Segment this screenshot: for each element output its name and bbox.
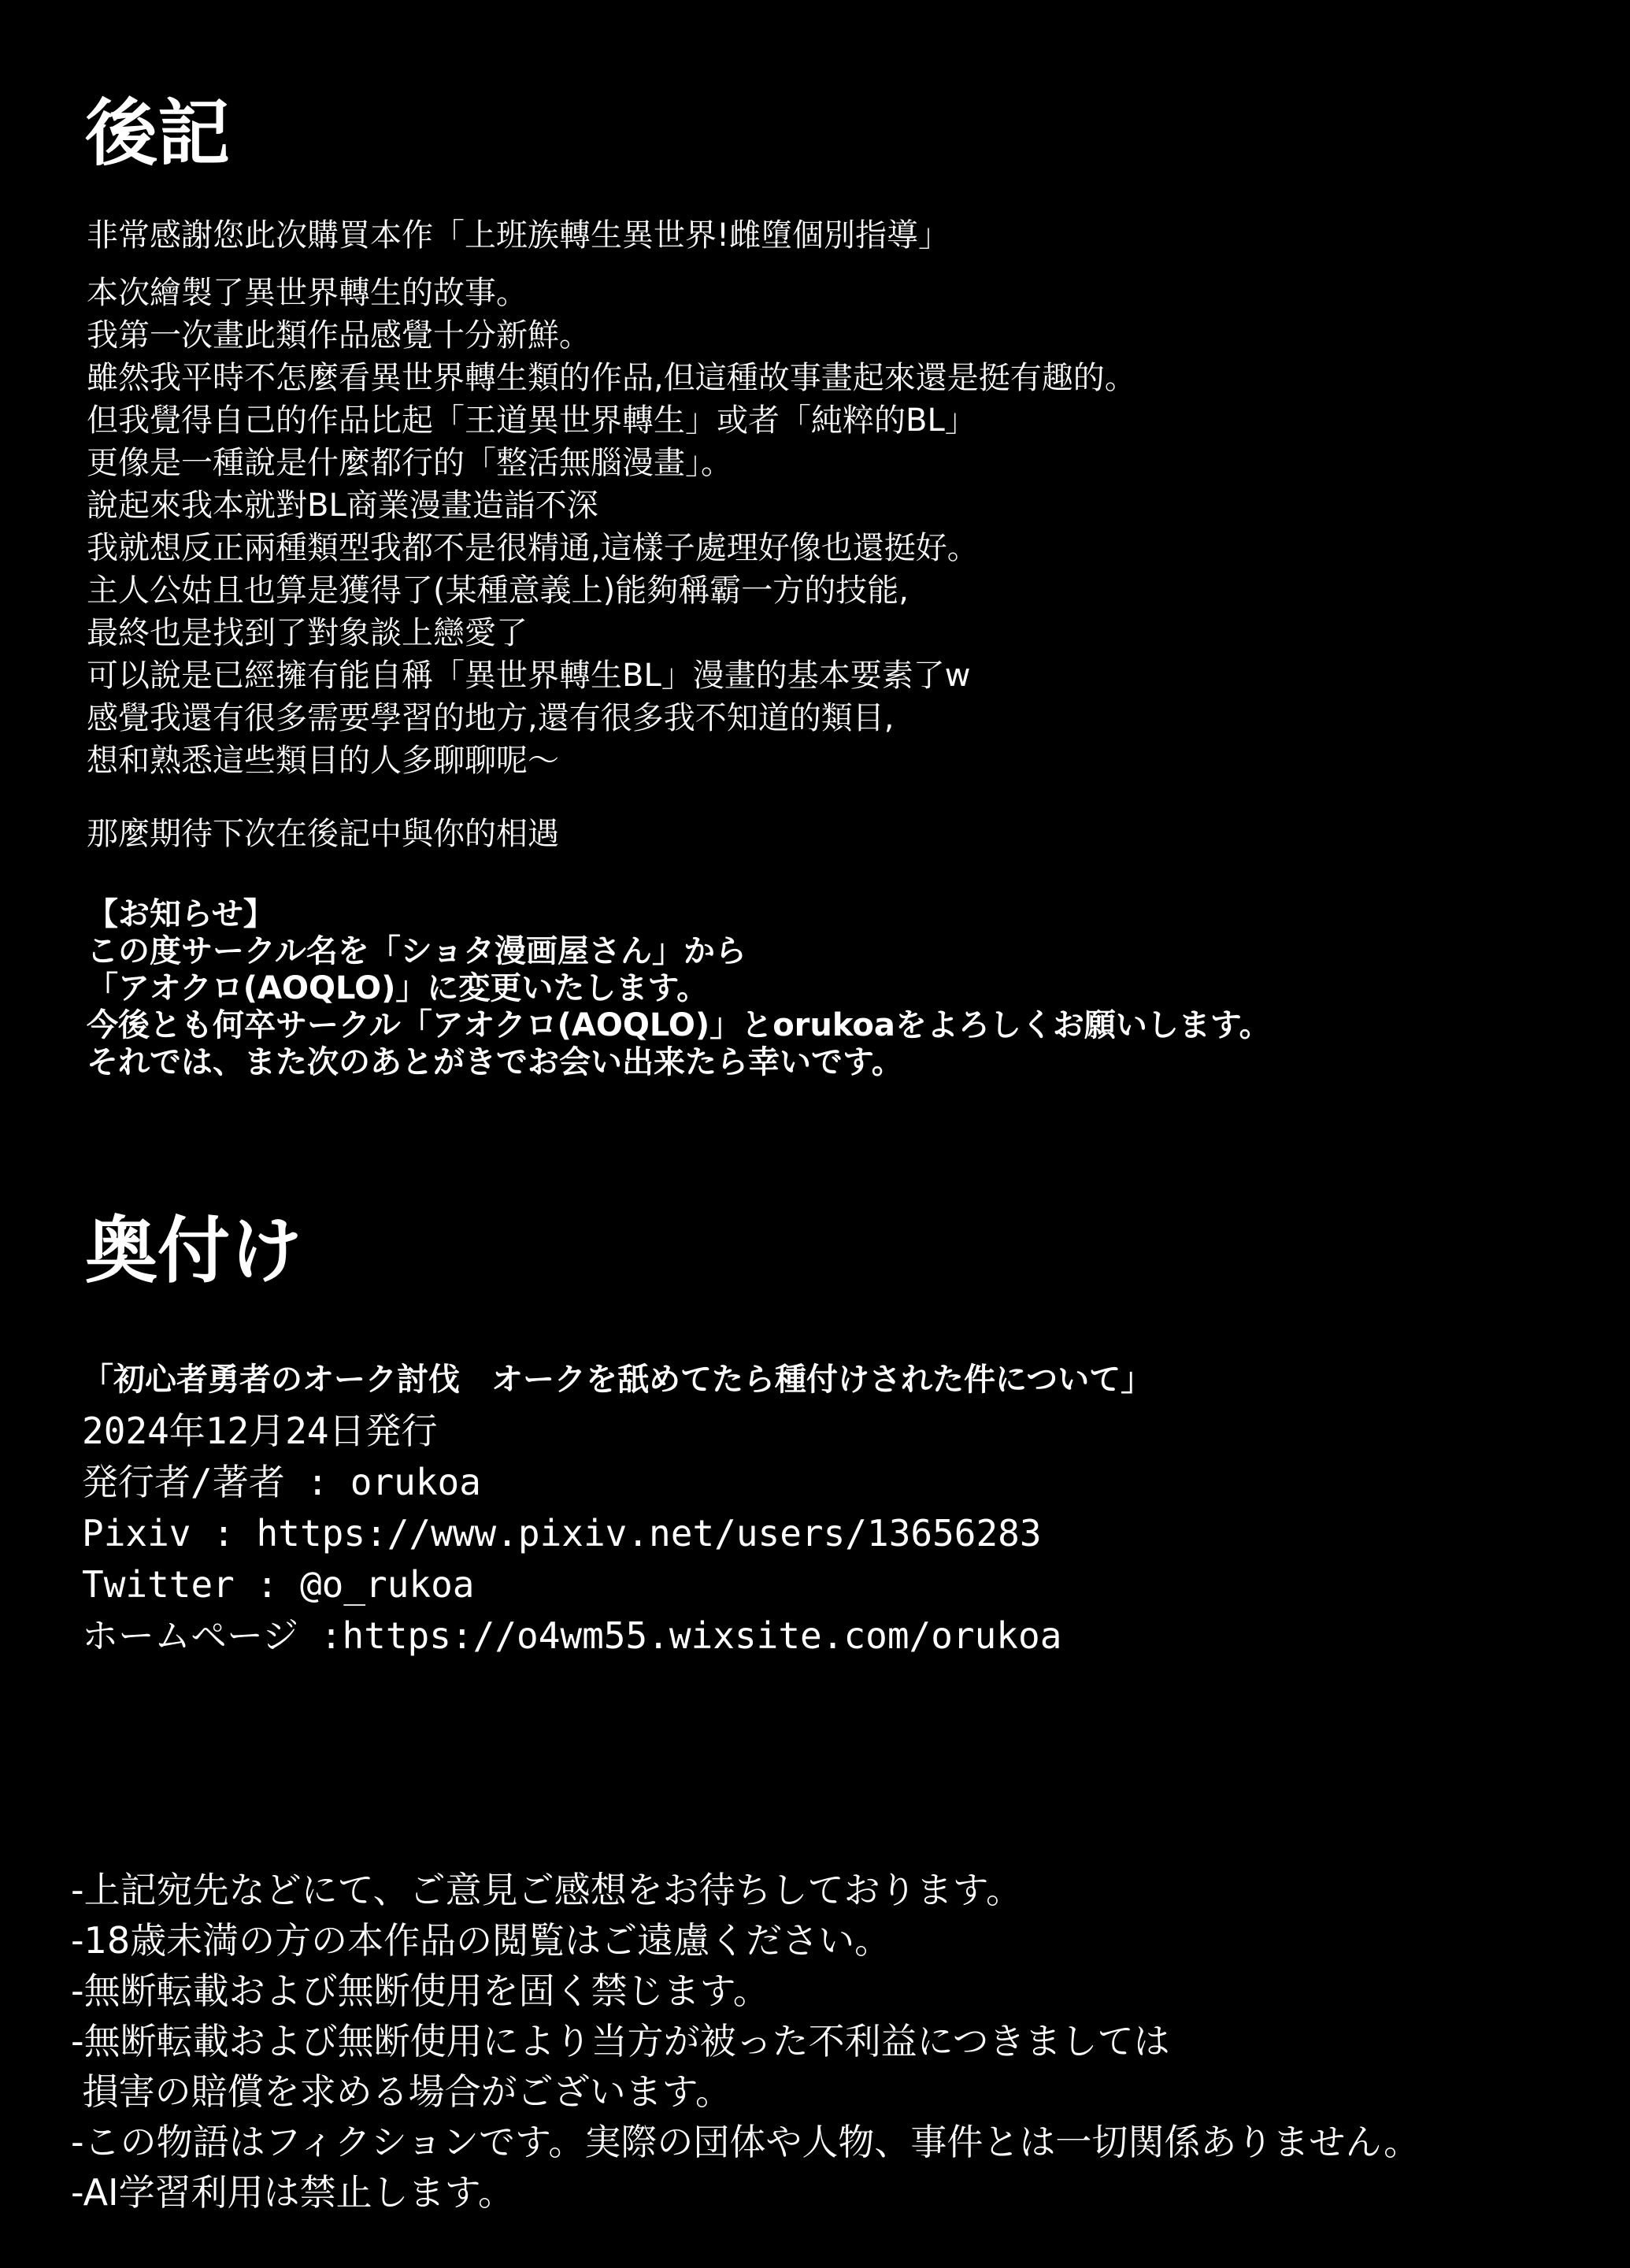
afterword-thanks [87,214,950,257]
twitter-link[interactable]: Twitter : @o_rukoa [82,1563,475,1606]
afterword-paragraph [87,272,1136,782]
notice-line: 「アオクロ(AOQLO)」に変更いたします。 [87,970,709,1006]
notice-line: 今後とも何卒サークル「アオクロ(AOQLO)」とorukoaをよろしくお願いします。 [87,1007,1271,1043]
disclaimer-item: -無断転載および無断使用により当方が被った不利益につきましては [71,2020,1170,2062]
colophon-heading: 奥付け [85,1209,303,1293]
author-line: 発行者/著者 : orukoa [82,1461,481,1503]
afterword-line: 本次繪製了異世界轉生的故事。 [87,275,528,311]
afterword-closing [87,813,559,855]
disclaimer-item: 損害の賠償を求める場合がございます。 [71,2070,732,2113]
disclaimer-item: -この物語はフィクションです。実際の団体や人物、事件とは一切関係ありません。 [71,2121,1421,2163]
afterword-line: 主人公姑且也算是獲得了(某種意義上)能夠稱霸一方的技能, [87,573,909,609]
notice-line: それでは、また次のあとがきでお会い出来たら幸いです。 [87,1044,903,1080]
disclaimer-item: -上記宛先などにて、ご意見ご感想をお待ちしております。 [71,1869,1022,1911]
publish-date: 2024年12月24日発行 [82,1410,438,1452]
thanks-line: 非常感謝您此次購買本作「上班族轉生異世界!雌墮個別指導」 [87,217,950,254]
notice-section [87,896,1271,1081]
afterword-heading: 後記 [85,91,231,176]
disclaimer-item: -18歳未満の方の本作品の閲覧はご遠慮ください。 [71,1919,891,1962]
afterword-line: 最終也是找到了對象談上戀愛了 [87,615,528,651]
afterword-line: 我第一次畫此類作品感覺十分新鮮。 [87,317,591,354]
afterword-line: 雖然我平時不怎麼看異世界轉生類的作品,但這種故事畫起來還是挺有趣的。 [87,360,1136,396]
notice-line: この度サークル名を「ショタ漫画屋さん」から [87,933,746,969]
notice-line: 【お知らせ】 [87,896,275,932]
afterword-line: 想和熟悉這些類目的人多聊聊呢～ [87,743,559,779]
afterword-line: 我就想反正兩種類型我都不是很精通,這樣子處理好像也還挺好。 [87,530,979,566]
disclaimer-list [71,1865,1420,2218]
disclaimer-item: -無断転載および無断使用を固く禁じます。 [71,1970,769,2012]
afterword-line: 感覺我還有很多需要學習的地方,還有很多我不知道的類目, [87,700,895,736]
homepage-link[interactable]: ホームページ :https://o4wm55.wixsite.com/orukoa [82,1614,1062,1657]
disclaimer-item: -AI学習利用は禁止します。 [71,2171,514,2214]
closing-line: 那麼期待下次在後記中與你的相遇 [87,816,559,852]
pixiv-link[interactable]: Pixiv : https://www.pixiv.net/users/13656283 [82,1512,1042,1555]
afterword-line: 更像是一種說是什麼都行的「整活無腦漫畫」。 [87,445,732,481]
work-title: 「初心者勇者のオーク討伐 オークを舐めてたら種付けされた件について」 [82,1362,1153,1398]
afterword-line: 說起來我本就對BL商業漫畫造詣不深 [87,487,598,524]
afterword-line: 但我覺得自己的作品比起「王道異世界轉生」或者「純粹的BL」 [87,402,976,439]
afterword-line: 可以說是已經擁有能自稱「異世界轉生BL」漫畫的基本要素了w [87,658,971,694]
colophon-details [82,1354,1152,1662]
